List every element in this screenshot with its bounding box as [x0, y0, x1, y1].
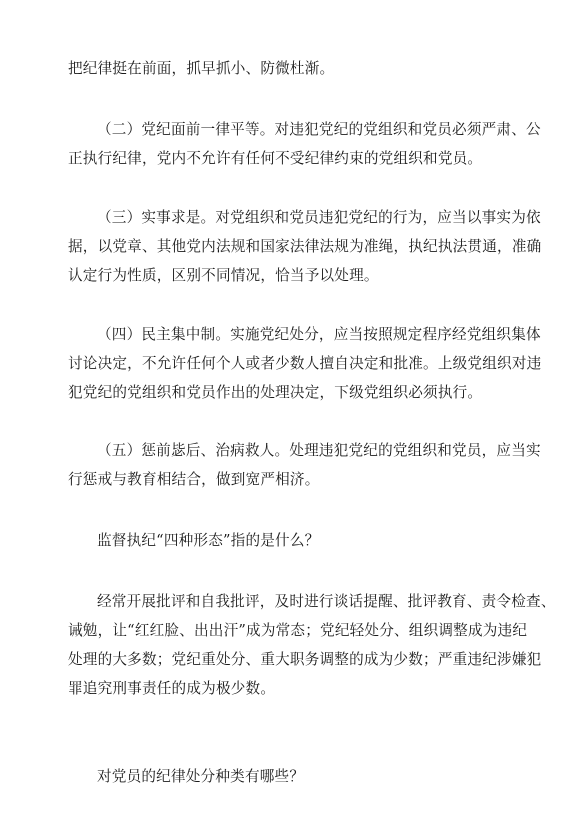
text-line: （五）惩前毖后、治病救人。处理违犯党纪的党组织和党员，应当实 — [97, 442, 541, 459]
text-line: （二）党纪面前一律平等。对违犯党纪的党组织和党员必须严肃、公 — [97, 121, 541, 138]
paragraph-seek-truth — [68, 203, 542, 290]
text-line: （四）民主集中制。实施党纪处分，应当按照规定程序经党组织集体 — [97, 326, 541, 343]
text-line: （三）实事求是。对党组织和党员违犯党纪的行为，应当以事实为依 — [97, 209, 541, 226]
text-line: 行惩戒与教育相结合，做到宽严相济。 — [68, 471, 320, 488]
text-line: 据，以党章、其他党内法规和国家法律法规为准绳，执纪执法贯通，准确 — [68, 238, 542, 255]
text-line: 对党员的纪律处分种类有哪些？ — [97, 768, 305, 785]
text-line: 罪追究刑事责任的成为极少数。 — [68, 680, 276, 697]
text-line: 认定行为性质，区别不同情况，恰当予以处理。 — [68, 267, 379, 284]
question-punishment-types — [68, 762, 518, 791]
text-line: 正执行纪律，党内不允许有任何不受纪律约束的党组织和党员。 — [68, 150, 483, 167]
text-line: 把纪律挺在前面，抓早抓小、防微杜渐。 — [68, 60, 335, 77]
text-line: 经常开展批评和自我批评，及时进行谈话提醒、批评教育、责令检查、 — [97, 593, 556, 610]
question-four-forms — [68, 526, 518, 555]
text-line: 犯党纪的党组织和党员作出的处理决定，下级党组织必须执行。 — [68, 384, 483, 401]
text-line: 诫勉，让“红红脸、出出汗”成为常态；党纪轻处分、组织调整成为违纪 — [68, 622, 528, 639]
paragraph-democratic-centralism — [68, 320, 542, 407]
paragraph-discipline-front — [68, 54, 518, 83]
answer-four-forms — [68, 587, 556, 703]
text-line: 处理的大多数；党纪重处分、重大职务调整的成为少数；严重违纪涉嫌犯 — [68, 651, 542, 668]
text-line: 监督执纪“四种形态”指的是什么？ — [97, 532, 320, 549]
paragraph-cure-illness — [68, 436, 541, 494]
paragraph-equality — [68, 115, 541, 173]
text-line: 讨论决定，不允许任何个人或者少数人擅自决定和批准。上级党组织对违 — [68, 355, 542, 372]
